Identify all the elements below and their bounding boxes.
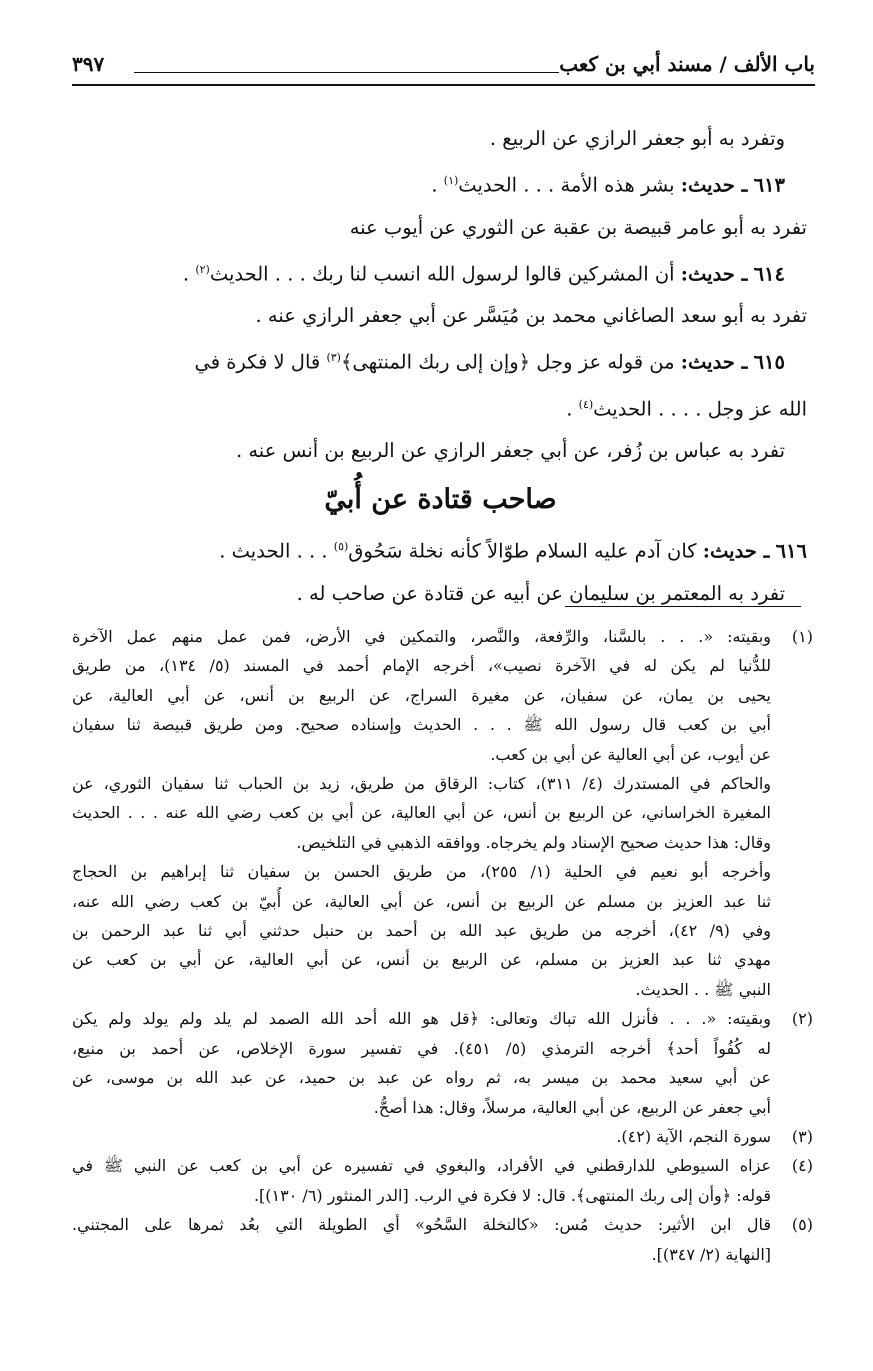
text-line: تفرد به المعتمر بن سليمان عن أبيه عن قتادة عن صاحب له . <box>296 581 785 605</box>
hadith-label: ـ حديث: <box>680 262 748 285</box>
footnote-line: أبي جعفر عن الربيع، عن أبي العالية، مرسلاً، وقال: هذا أصحُّ. <box>373 1097 771 1117</box>
footnote-line: له كُفُواً أحد﴾ أخرجه الترمذي (٥/ ٤٥١). في تفسير سورة الإخلاص، عن أحمد بن منيع، <box>72 1038 771 1058</box>
footnote-4 <box>72 1151 813 1210</box>
text-line: تفرد به أبو سعد الصاغاني محمد بن مُيَسَّر عن أبي جعفر الرازي عنه . <box>255 304 807 327</box>
hadith-text: أن المشركين قالوا لرسول الله انسب لنا ربك . . . الحديث <box>209 262 681 285</box>
footnote-line: وقال: هذا حديث صحيح الإسناد ولم يخرجاه. ووافقه الذهبي في التلخيص. <box>296 832 771 852</box>
footnote-ref: (٢) <box>195 262 210 276</box>
footnote-line: يحيى بن يمان، عن سفيان، عن مغيرة السراج، عن الربيع بن أنس، عن أبي العالية، عن <box>72 685 771 705</box>
hadith-text: من قوله عز وجل ﴿وإن إلى ربك المنتهى﴾ <box>340 350 681 374</box>
hadith-end: . . . الحديث . <box>219 539 334 563</box>
section-title: صاحب قتادة عن أُبيّ <box>324 484 557 515</box>
hadith-label: ـ حديث: <box>680 350 748 374</box>
footnote-ref: (٤) <box>578 397 594 411</box>
footnote-line: المغيرة الخراساني، عن الربيع بن أنس، عن أبي العالية، عن أبي بن كعب رضي الله عنه . . . الحديث <box>72 803 771 823</box>
footnote-line: النبي ﷺ . . الحديث. <box>635 979 771 999</box>
footnote-line: عزاه السيوطي للدارقطني في الأفراد، والبغوي في تفسيره عن أبي بن كعب عن النبي ﷺ في <box>72 1156 771 1176</box>
footnote-2 <box>72 1004 813 1122</box>
hadith-end: . <box>182 262 196 285</box>
footnote-3 <box>72 1122 813 1151</box>
footnote-1-para-2 <box>72 769 813 857</box>
hadith-label: ـ حديث: <box>702 539 770 563</box>
text-line: تفرد به عباس بن زُفر، عن أبي جعفر الرازي عن الربيع بن أنس عنه . <box>235 439 785 462</box>
footnote-5 <box>72 1210 813 1269</box>
footnote-line: ثنا عبد العزيز بن مسلم عن الربيع بن أنس، عن أبي العالية، عن أُبيّ بن كعب رضي الله عنه، <box>72 891 771 911</box>
footnote-1 <box>72 622 813 769</box>
hadith-614 <box>74 249 807 296</box>
footnote-line: قال ابن الأثير: حديث مُس: «كالنخلة السَّحُو» أي الطويلة التي بعُد ثمرها على المجتني. <box>72 1215 771 1235</box>
text-line: تفرد به أبو عامر قبيصة بن عقبة عن الثوري عن أيوب عنه <box>349 215 807 239</box>
hadith-615 <box>74 337 807 384</box>
hadith-end: قال لا فكرة في <box>194 350 327 374</box>
footnote-ref: (٥) <box>333 540 349 553</box>
hadith-label: ـ حديث: <box>680 173 748 197</box>
footnotes <box>72 622 813 1269</box>
footnote-number: (٣) <box>791 1126 813 1146</box>
footnote-line: وبقيته: «. . . فأنزل الله تباك وتعالى: ﴿قل هو الله أحد الله الصمد لم يلد ولم يولد ولم يكن <box>72 1009 771 1029</box>
hadith-text: كان آدم عليه السلام طوّالاً كأنه نخلة سَحُوق <box>348 539 703 563</box>
main-text <box>74 118 807 615</box>
hadith-end: . <box>431 173 444 197</box>
hadith-text: بشر هذه الأمة . . . الحديث <box>458 173 681 197</box>
footnote-line: والحاكم في المستدرك (٤/ ٣١١)، كتاب: الرقاق من طريق، زيد بن الحباب ثنا سفيان الثوري، عن <box>72 774 771 794</box>
text-line: الله عز وجل . . . . الحديث <box>593 397 807 420</box>
footnote-line: سورة النجم، الآية (٤٢). <box>616 1126 771 1146</box>
running-title: باب الألف / مسند أبي بن كعب <box>559 52 815 76</box>
footnote-line: وفي (٩/ ٤٢)، أخرجه من طريق عبد الله بن أحمد بن حنبل حدثني أبي ثنا عبد الرحمن بن <box>72 921 771 941</box>
header-rule <box>72 84 815 86</box>
hadith-615-continued: الله عز وجل . . . . الحديث$^{(٤)}$ . <box>566 397 807 420</box>
footnote-line: عن أيوب، عن أبي العالية عن أبي بن كعب. <box>490 744 771 764</box>
footnote-line: أبي بن كعب قال رسول الله ﷺ . . . الحديث وإسناده صحيح. ومن طريق قبيصة ثنا سفيان <box>72 715 771 735</box>
footnote-line: مهدي ثنا عبد العزيز بن مسلم، عن الربيع بن أنس، عن أبي العالية، عن أبي بن كعب عن <box>72 950 771 970</box>
text-line: وتفرد به أبو جعفر الرازي عن الربيع . <box>489 127 785 150</box>
footnote-ref: (١) <box>443 174 459 187</box>
footnote-number: (٥) <box>791 1215 813 1235</box>
hadith-number: ٦١٣ <box>753 173 785 197</box>
footnote-number: (٤) <box>791 1156 813 1176</box>
footnote-line: [النهاية (٢/ ٣٤٧)]. <box>651 1244 771 1264</box>
footnote-number: (٢) <box>791 1009 813 1029</box>
footnote-line: وأخرجه أبو نعيم في الحلية (١/ ٢٥٥)، من طريق الحسن بن سفيان ثنا إبراهيم بن الحجاج <box>72 862 771 882</box>
footnote-1-para-3 <box>72 857 813 1004</box>
footnote-line: عن أبي سعيد محمد بن ميسر به، ثم رواه عن عبد بن حميد، عن عبد الله بن موسى، عن <box>72 1068 771 1088</box>
footnote-separator <box>565 606 801 607</box>
footnote-line: للدُّنيا لم يكن له في الآخرة نصيب»، أخرجه الإمام أحمد في المسند (٥/ ١٣٤)، من طريق <box>72 656 771 676</box>
footnote-line: قوله: ﴿وأن إلى ربك المنتهى﴾. قال: لا فكرة في الرب. [الدر المنثور (٦/ ١٣٠)]. <box>253 1185 771 1205</box>
hadith-number: ٦١٦ <box>775 539 807 563</box>
hadith-number: ٦١٥ <box>753 350 785 374</box>
hadith-616 <box>74 526 807 573</box>
header-rule-short <box>134 72 559 73</box>
hadith-613 <box>74 160 807 207</box>
hadith-number: ٦١٤ <box>753 262 785 285</box>
footnote-line: وبقيته: «. . . بالسَّنا، والرِّفعة، والنَّصر، والتمكين في الأرض، فمن عمل منهم عمل الآخرة <box>72 627 771 646</box>
page-header <box>72 48 815 88</box>
page-number: ٣٩٧ <box>72 52 105 76</box>
footnote-number: (١) <box>791 627 813 646</box>
footnote-ref: (٣) <box>326 351 341 364</box>
